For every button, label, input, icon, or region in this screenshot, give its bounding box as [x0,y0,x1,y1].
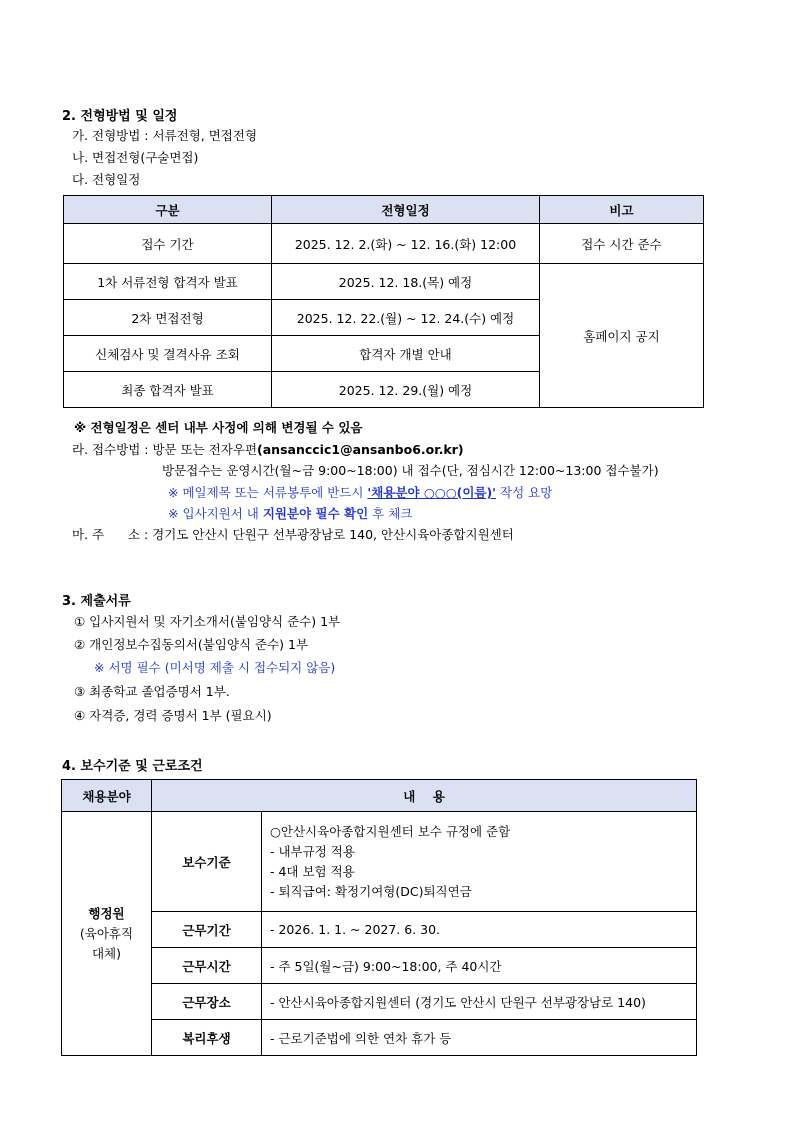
condition-value: - 안산시육아종합지원센터 (경기도 안산시 단원구 선부광장남로 140) [262,984,697,1020]
schedule-date: 2025. 12. 18.(목) 예정 [272,264,540,300]
schedule-date: 2025. 12. 29.(월) 예정 [272,372,540,408]
section4-heading: 4. 보수기준 및 근로조건 [62,759,203,774]
section3-heading: 3. 제출서류 [62,594,131,609]
condition-label: 근무장소 [152,984,262,1020]
item-ra [72,440,464,458]
table-row [64,264,704,300]
condition-value [262,812,697,912]
schedule-header-category: 구분 [64,196,272,224]
schedule-table [63,195,704,408]
schedule-notice: ※ 전형일정은 센터 내부 사정에 의해 변경될 수 있음 [74,420,363,435]
conditions-header-field: 채용분야 [62,780,152,812]
pay-line: ○안산시육아종합지원센터 보수 규정에 준함 [270,823,511,839]
item-ga: 가. 전형방법 : 서류전형, 면접전형 [72,128,258,143]
mail-note-emphasis: '채용분야 ○○○(이름)' [367,485,497,500]
table-row [62,984,697,1020]
schedule-category: 2차 면접전형 [64,300,272,336]
schedule-category: 신체검사 및 결격사유 조회 [64,336,272,372]
table-row [62,948,697,984]
doc-item-1: ① 입사지원서 및 자기소개서(붙임양식 준수) 1부 [74,614,341,629]
doc-item-4: ④ 자격증, 경력 증명서 1부 (필요시) [74,708,272,723]
condition-label: 근무시간 [152,948,262,984]
position-sub-2: 대체) [91,945,122,961]
condition-label: 보수기준 [152,812,262,912]
condition-label: 근무기간 [152,912,262,948]
check-note [168,504,412,522]
section2-heading: 2. 전형방법 및 일정 [62,109,178,124]
schedule-header-note: 비고 [540,196,704,224]
mail-note-suffix: 작성 요망 [496,485,553,500]
position-cell [62,812,152,1056]
item-da: 다. 전형일정 [72,172,141,187]
doc-item-2-note: ※ 서명 필수 (미서명 제출 시 접수되지 않음) [94,660,336,675]
check-note-emphasis: 지원분야 필수 확인 [262,506,369,521]
table-row [64,224,704,264]
email-address: (ansanccic1@ansanbo6.or.kr) [257,442,464,457]
mail-note [168,483,552,501]
visit-note: 방문접수는 운영시간(월~금 9:00~18:00) 내 접수(단, 점심시간 12:00~13:00 접수불가) [162,463,659,478]
condition-label: 복리후생 [152,1020,262,1056]
pay-line: - 4대 보험 적용 [270,863,355,879]
item-na: 나. 면접전형(구술면접) [72,150,199,165]
mail-note-prefix: ※ 메일제목 또는 서류봉투에 반드시 [168,485,368,500]
position-sub-1: (육아휴직 [79,925,134,941]
schedule-date: 2025. 12. 2.(화) ~ 12. 16.(화) 12:00 [272,224,540,264]
check-note-suffix: 후 체크 [368,506,413,521]
item-ra-prefix: 라. 접수방법 : 방문 또는 전자우편 [72,442,258,457]
condition-value: - 근로기준법에 의한 연차 휴가 등 [262,1020,697,1056]
table-row [62,812,697,912]
schedule-category: 1차 서류전형 합격자 발표 [64,264,272,300]
doc-item-3: ③ 최종학교 졸업증명서 1부. [74,684,230,699]
schedule-header-schedule: 전형일정 [272,196,540,224]
condition-value: - 주 5일(월~금) 9:00~18:00, 주 40시간 [262,948,697,984]
schedule-merged-note: 홈페이지 공지 [540,264,704,408]
schedule-note: 접수 시간 준수 [540,224,704,264]
conditions-table [61,779,697,1056]
condition-value: - 2026. 1. 1. ~ 2027. 6. 30. [262,912,697,948]
doc-item-2: ② 개인정보수집동의서(붙임양식 준수) 1부 [74,637,309,652]
conditions-header-content: 내 용 [152,780,697,812]
position-title: 행정원 [88,905,125,921]
schedule-date: 합격자 개별 안내 [272,336,540,372]
schedule-category: 접수 기간 [64,224,272,264]
schedule-date: 2025. 12. 22.(월) ~ 12. 24.(수) 예정 [272,300,540,336]
item-ma: 마. 주 소 : 경기도 안산시 단원구 선부광장남로 140, 안산시육아종합지원센터 [72,527,514,542]
check-note-prefix: ※ 입사지원서 내 [168,506,263,521]
schedule-category: 최종 합격자 발표 [64,372,272,408]
pay-line: - 내부규정 적용 [270,843,355,859]
pay-line: - 퇴직급여: 확정기여형(DC)퇴직연금 [270,883,472,899]
table-row [62,912,697,948]
table-row [62,1020,697,1056]
